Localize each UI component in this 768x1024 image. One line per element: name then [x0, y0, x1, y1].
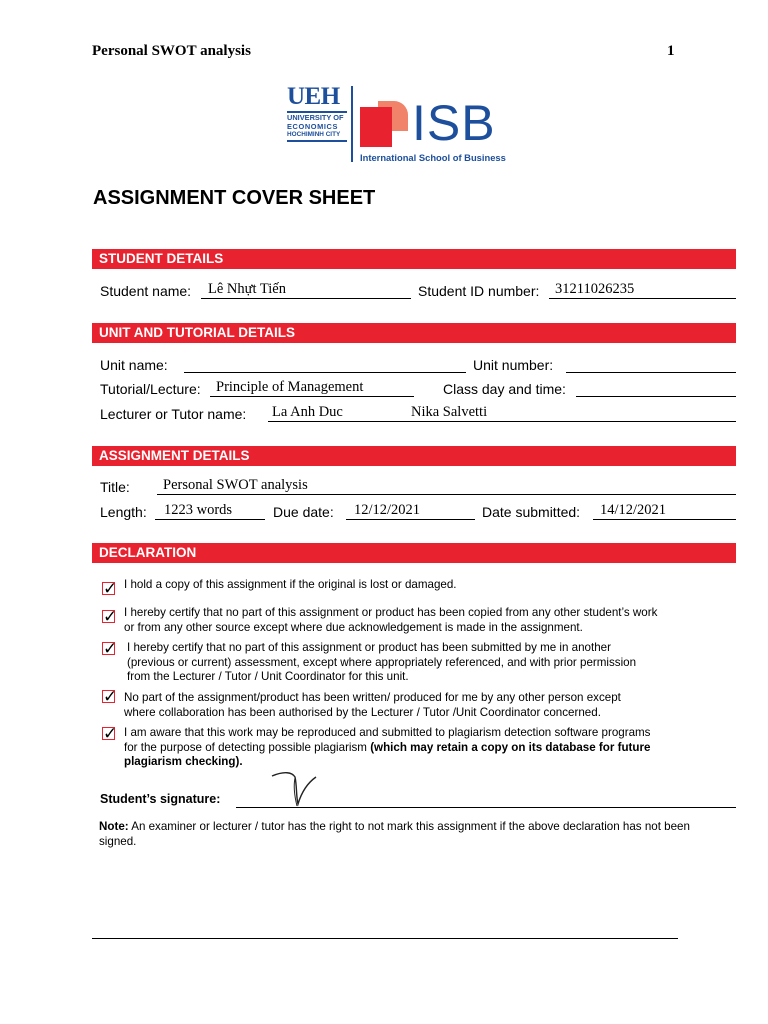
student-name-label: Student name:	[100, 283, 192, 299]
note-paragraph	[99, 820, 719, 849]
lecturer-label: Lecturer or Tutor name:	[100, 406, 247, 422]
check-mark-icon: ✓	[103, 724, 118, 743]
date-submitted-line	[593, 519, 736, 520]
ueh-logo-line1: UNIVERSITY OF	[287, 113, 344, 122]
declaration-1-line-1: I hold a copy of this assignment if the original is lost or damaged.	[124, 578, 457, 591]
lecturer-value-2[interactable]: Nika Salvetti	[411, 404, 488, 420]
signature-label: Student’s signature:	[100, 792, 221, 806]
ueh-logo-abbr: UEH	[287, 83, 340, 110]
declaration-5-line-2-text: for the purpose of detecting possible plagiarism	[124, 740, 367, 754]
declaration-2-line-2: or from any other source except where due acknowledgement is made in the assignment.	[124, 620, 583, 634]
section-student-details: STUDENT DETAILS	[92, 249, 736, 269]
student-name-line	[201, 298, 411, 299]
declaration-5-line-3-bold: plagiarism checking).	[124, 755, 243, 768]
declaration-3-line-1: I hereby certify that no part of this assignment or product has been submitted by me in another	[127, 641, 611, 654]
signature-scribble[interactable]	[262, 766, 332, 810]
ueh-logo	[287, 84, 351, 146]
unit-number-line	[566, 372, 736, 373]
tutorial-label: Tutorial/Lecture:	[100, 381, 201, 397]
page-number: 1	[667, 43, 675, 59]
length-value[interactable]: 1223 words	[164, 502, 233, 518]
isb-logo-red-square	[360, 107, 392, 147]
length-label: Length:	[100, 504, 147, 520]
unit-name-label: Unit name:	[100, 357, 168, 373]
declaration-text-4	[124, 691, 734, 720]
ueh-logo-rule	[287, 140, 347, 142]
student-id-label: Student ID number:	[418, 283, 540, 299]
declaration-text-3	[127, 641, 737, 685]
date-submitted-label: Date submitted:	[482, 504, 581, 520]
section-declaration: DECLARATION	[92, 543, 736, 563]
due-date-value[interactable]: 12/12/2021	[354, 502, 421, 518]
logo-divider	[351, 86, 353, 162]
student-id-value[interactable]: 31211026235	[555, 281, 635, 297]
unit-name-line	[184, 372, 466, 373]
declaration-5-line-1: I am aware that this work may be reproduced and submitted to plagiarism detection software programs	[124, 726, 651, 739]
footer-rule	[92, 938, 678, 939]
isb-logo	[360, 95, 520, 163]
check-mark-icon: ✓	[103, 579, 118, 598]
page-title: ASSIGNMENT COVER SHEET	[93, 187, 376, 209]
class-day-label: Class day and time:	[443, 381, 566, 397]
title-value[interactable]: Personal SWOT analysis	[163, 477, 308, 493]
tutorial-value[interactable]: Principle of Management	[216, 379, 364, 395]
lecturer-line	[268, 421, 736, 422]
declaration-5-line-2	[124, 741, 734, 756]
isb-logo-name: International School of Business	[360, 152, 506, 163]
declaration-text-1	[124, 578, 734, 593]
unit-number-label: Unit number:	[473, 357, 554, 373]
due-date-line	[346, 519, 475, 520]
signature-line	[236, 807, 736, 808]
declaration-5-line-2-bold: (which may retain a copy on its database for future	[366, 740, 651, 754]
note-label: Note:	[99, 820, 129, 833]
section-assignment-details: ASSIGNMENT DETAILS	[92, 446, 736, 466]
running-title: Personal SWOT analysis	[92, 43, 251, 59]
check-mark-icon: ✓	[103, 607, 118, 626]
declaration-4-line-2: where collaboration has been authorised by the Lecturer / Tutor /Unit Coordinator concerned.	[124, 705, 601, 719]
declaration-2-line-1: I hereby certify that no part of this assignment or product has been copied from any other student’s work	[124, 606, 658, 619]
ueh-logo-line3: HOCHIMINH CITY	[287, 131, 341, 138]
declaration-5-line-3	[124, 755, 734, 770]
student-name-value[interactable]: Lê Nhựt Tiến	[208, 281, 286, 297]
student-id-line	[549, 298, 736, 299]
length-line	[155, 519, 265, 520]
class-day-line	[576, 396, 736, 397]
date-submitted-value[interactable]: 14/12/2021	[600, 502, 667, 518]
declaration-text-5	[124, 726, 734, 770]
ueh-logo-line2: ECONOMICS	[287, 121, 338, 131]
check-mark-icon: ✓	[103, 639, 118, 658]
note-text: An examiner or lecturer / tutor has the right to not mark this assignment if the above declaration has not been signed.	[99, 820, 690, 848]
declaration-3-line-3: from the Lecturer / Tutor / Unit Coordinator for this unit.	[127, 670, 409, 683]
lecturer-value-1[interactable]: La Anh Duc	[272, 404, 343, 420]
due-date-label: Due date:	[273, 504, 334, 520]
isb-logo-abbr: ISB	[412, 95, 496, 151]
section-unit-details: UNIT AND TUTORIAL DETAILS	[92, 323, 736, 343]
tutorial-line	[210, 396, 414, 397]
title-line	[157, 494, 736, 495]
declaration-3-line-2: (previous or current) assessment, except where appropriately referenced, and with prior permission	[127, 655, 637, 669]
declaration-text-2	[124, 606, 734, 635]
check-mark-icon: ✓	[103, 687, 118, 706]
title-label: Title:	[100, 479, 130, 495]
declaration-4-line-1: No part of the assignment/product has been written/ produced for me by any other person except	[124, 691, 621, 704]
